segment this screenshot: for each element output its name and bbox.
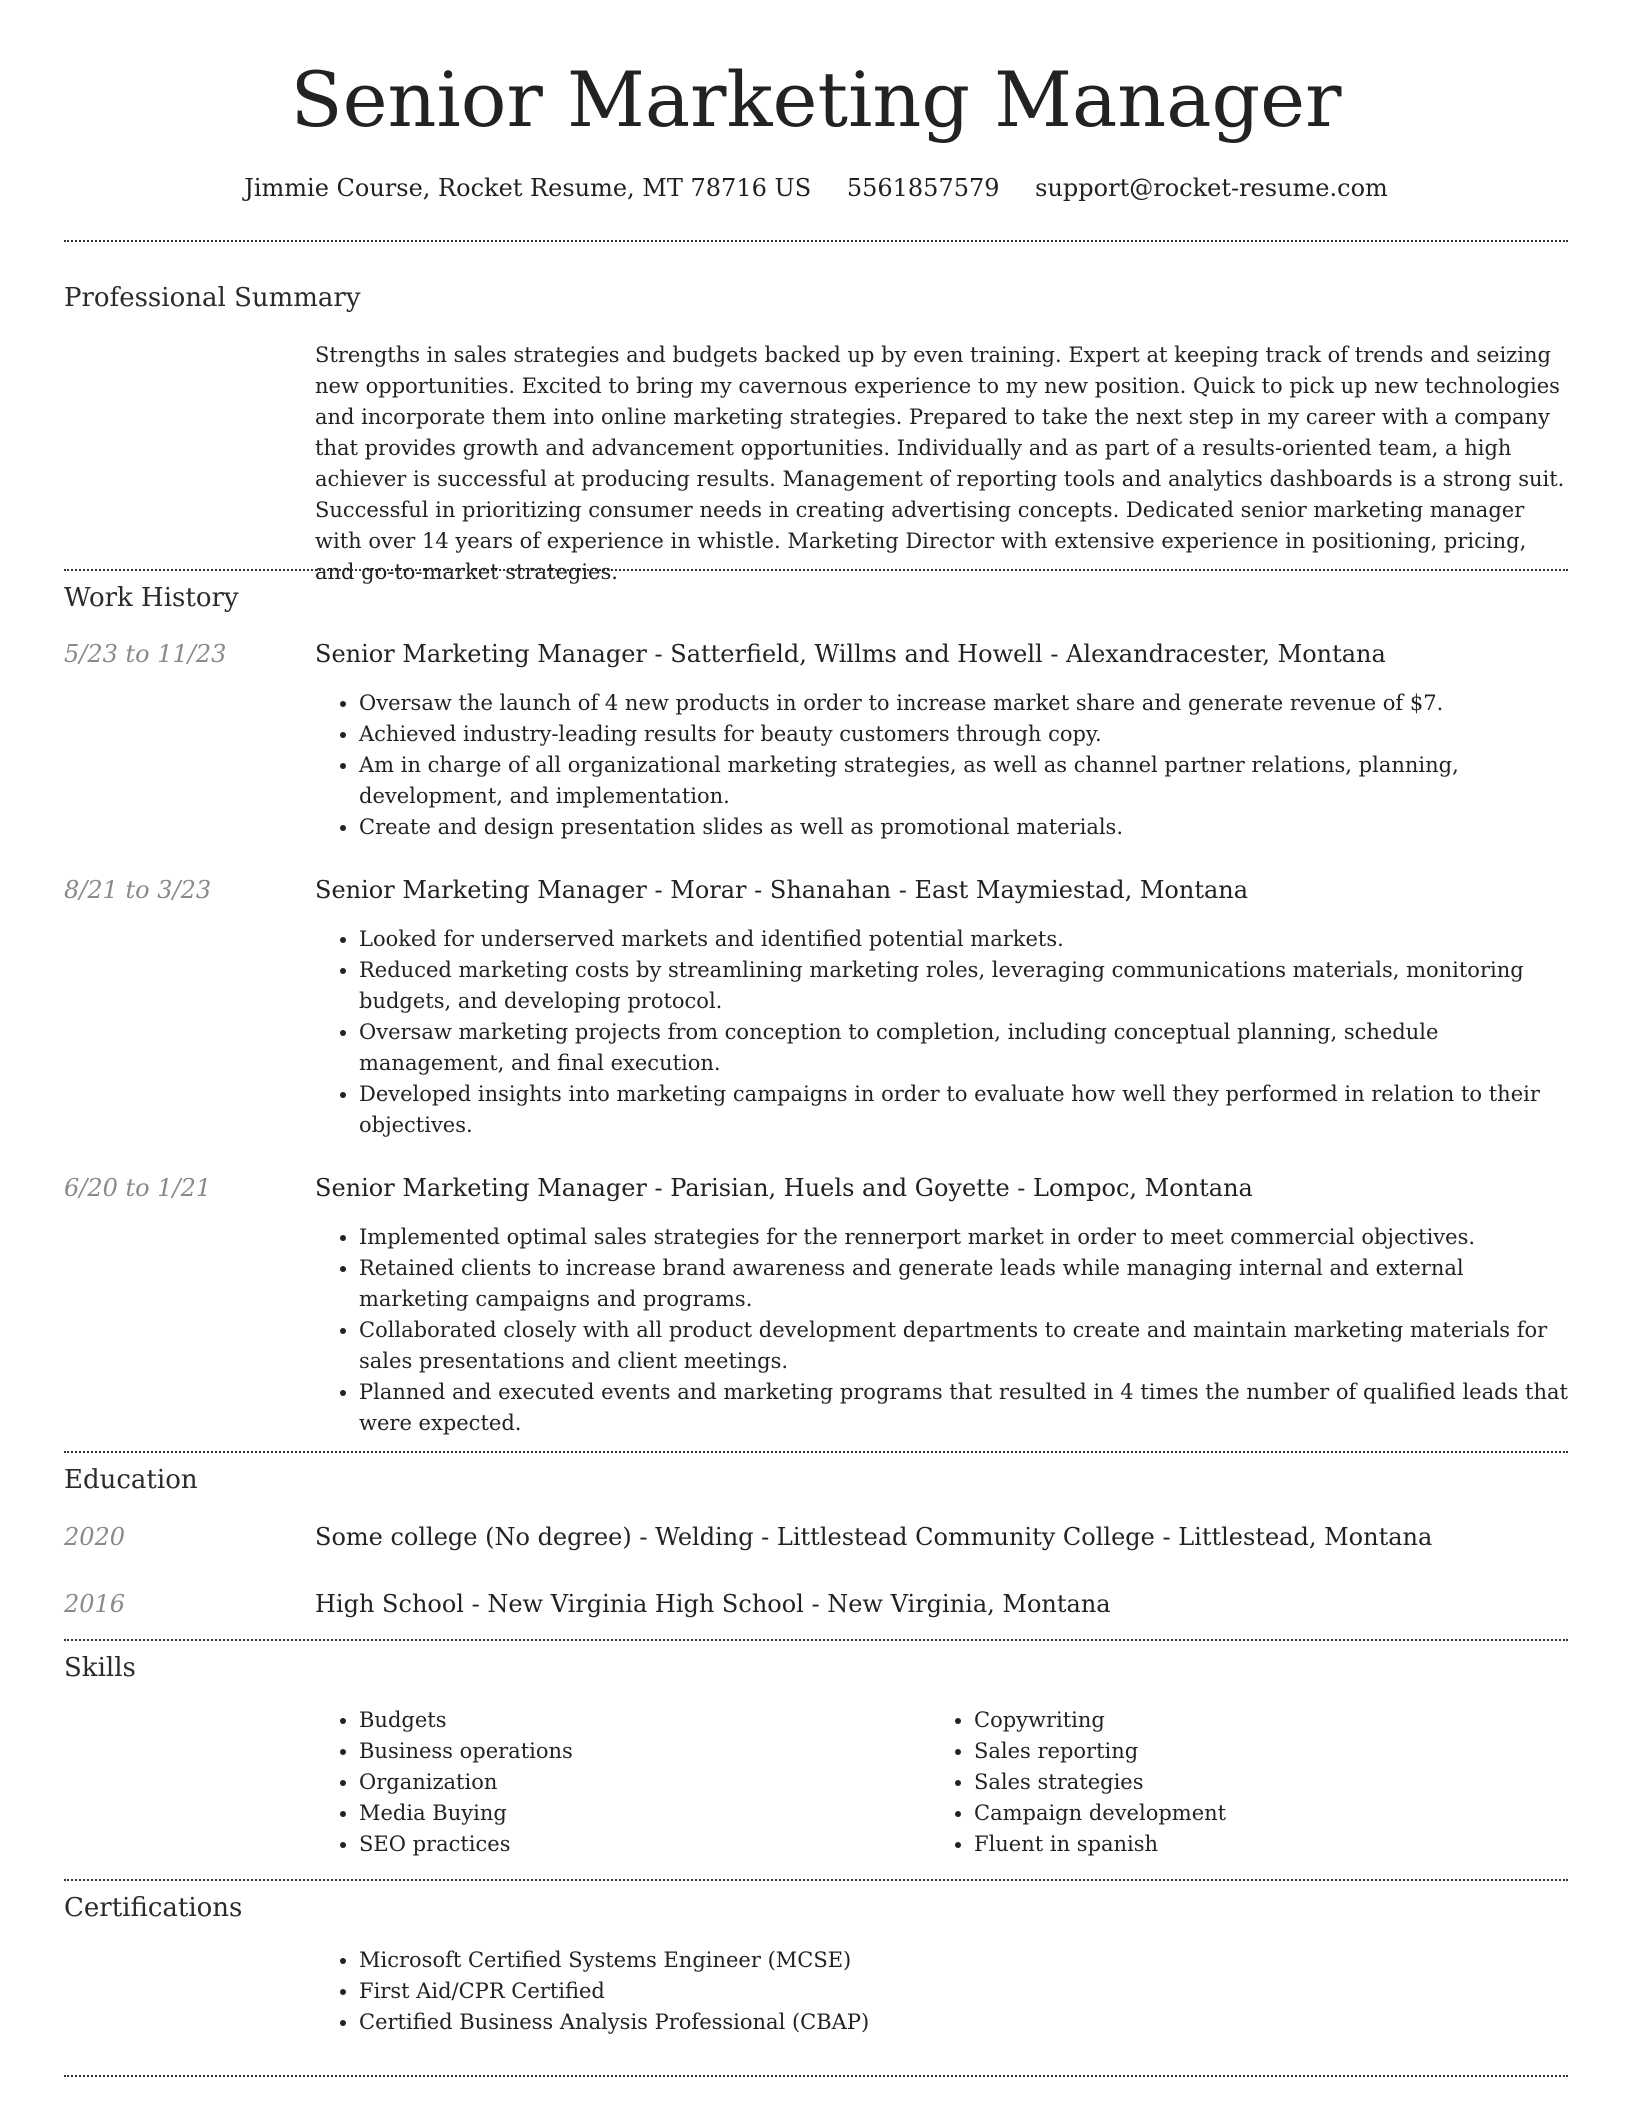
certification-item: • Microsoft Certified Systems Engineer (MCSE): [359, 1945, 1568, 1976]
skill-item: • Organization: [359, 1767, 915, 1798]
job-bullet: • Am in charge of all organizational marketing strategies, as well as channel partner relations, planning, development, and implementation.: [359, 750, 1568, 812]
contact-address: Jimmie Course, Rocket Resume, MT 78716 US: [244, 174, 812, 202]
job-dates: 8/21 to 3/23: [64, 876, 212, 904]
skill-item: • Business operations: [359, 1736, 915, 1767]
job-bullet: • Collaborated closely with all product development departments to create and maintain marketing materials for sales presentations and client meetings.: [359, 1315, 1568, 1377]
section-divider: [64, 1879, 1568, 1881]
section-divider: [64, 1639, 1568, 1641]
job-bullet: • Looked for underserved markets and identified potential markets.: [359, 924, 1568, 955]
skill-item: • Budgets: [359, 1705, 915, 1736]
job-bullets: [315, 688, 1568, 843]
summary-text: Strengths in sales strategies and budgets backed up by even training. Expert at keeping track of trends and seizing new opportunities. Excited to bring my cavernous experience to my new position. Quick to pick up new technologies and incorporate them into online marketing strategies. Prepared to take the next step in my career with a company that provides growth and advancement opportunities. Individually and as part of a results-oriented team, a high achiever is successful at producing results. Management of reporting tools and analytics dashboards is a strong suit. Successful in prioritizing consumer needs in creating advertising concepts. Dedicated senior marketing manager with over 14 years of experience in whistle. Marketing Director with extensive experience in positioning, pricing, and go-to-market strategies.: [315, 343, 1565, 584]
section-divider: [64, 2075, 1568, 2077]
skills-list-left: [315, 1705, 915, 1860]
job-bullets: [315, 924, 1568, 1141]
job-bullet: • Create and design presentation slides as well as promotional materials.: [359, 812, 1568, 843]
job-bullet: • Retained clients to increase brand awareness and generate leads while managing internal and external marketing campaigns and programs.: [359, 1253, 1568, 1315]
skill-item: • SEO practices: [359, 1829, 915, 1860]
job-title: Senior Marketing Manager - Satterfield, Willms and Howell - Alexandracester, Montana: [315, 640, 1386, 668]
certification-item: • First Aid/CPR Certified: [359, 1976, 1568, 2007]
education-year: 2016: [64, 1590, 126, 1618]
work-heading: Work History: [64, 583, 239, 613]
education-heading: Education: [64, 1465, 198, 1495]
job-dates: 6/20 to 1/21: [64, 1174, 212, 1202]
skills-list-right: [930, 1705, 1530, 1860]
certification-item: • Certified Business Analysis Professional (CBAP): [359, 2007, 1568, 2038]
skill-item: • Fluent in spanish: [974, 1829, 1530, 1860]
job-bullet: • Oversaw marketing projects from conception to completion, including conceptual planning, schedule management, and final execution.: [359, 1017, 1568, 1079]
skill-item: • Media Buying: [359, 1798, 915, 1829]
resume-title: Senior Marketing Manager: [290, 55, 1342, 144]
summary-heading: Professional Summary: [64, 283, 361, 313]
skill-item: • Campaign development: [974, 1798, 1530, 1829]
skills-heading: Skills: [64, 1653, 136, 1683]
job-bullet: • Planned and executed events and marketing programs that resulted in 4 times the number of qualified leads that were expected.: [359, 1377, 1568, 1439]
section-divider: [64, 240, 1568, 242]
job-bullet: • Developed insights into marketing campaigns in order to evaluate how well they performed in relation to their objectives.: [359, 1079, 1568, 1141]
job-bullet: • Reduced marketing costs by streamlining marketing roles, leveraging communications materials, monitoring budgets, and developing protocol.: [359, 955, 1568, 1017]
contact-phone: 5561857579: [846, 174, 1000, 202]
skill-item: • Sales reporting: [974, 1736, 1530, 1767]
job-title: Senior Marketing Manager - Parisian, Huels and Goyette - Lompoc, Montana: [315, 1174, 1253, 1202]
education-entry: High School - New Virginia High School - New Virginia, Montana: [315, 1590, 1111, 1618]
job-bullet: • Achieved industry-leading results for beauty customers through copy.: [359, 719, 1568, 750]
certifications-heading: Certifications: [64, 1893, 243, 1923]
contact-line: [64, 170, 1568, 206]
skill-item: • Copywriting: [974, 1705, 1530, 1736]
section-divider: [64, 1451, 1568, 1453]
job-bullets: [315, 1222, 1568, 1439]
job-title: Senior Marketing Manager - Morar - Shanahan - East Maymiestad, Montana: [315, 876, 1249, 904]
contact-email[interactable]: support@rocket-resume.com: [1035, 174, 1388, 202]
section-divider: [64, 569, 1568, 571]
job-bullet: • Implemented optimal sales strategies for the rennerport market in order to meet commercial objectives.: [359, 1222, 1568, 1253]
certifications-list: [315, 1945, 1568, 2038]
skill-item: • Sales strategies: [974, 1767, 1530, 1798]
job-dates: 5/23 to 11/23: [64, 640, 227, 668]
education-year: 2020: [64, 1523, 126, 1551]
education-entry: Some college (No degree) - Welding - Littlestead Community College - Littlestead, Montana: [315, 1523, 1433, 1551]
job-bullet: • Oversaw the launch of 4 new products in order to increase market share and generate revenue of $7.: [359, 688, 1568, 719]
